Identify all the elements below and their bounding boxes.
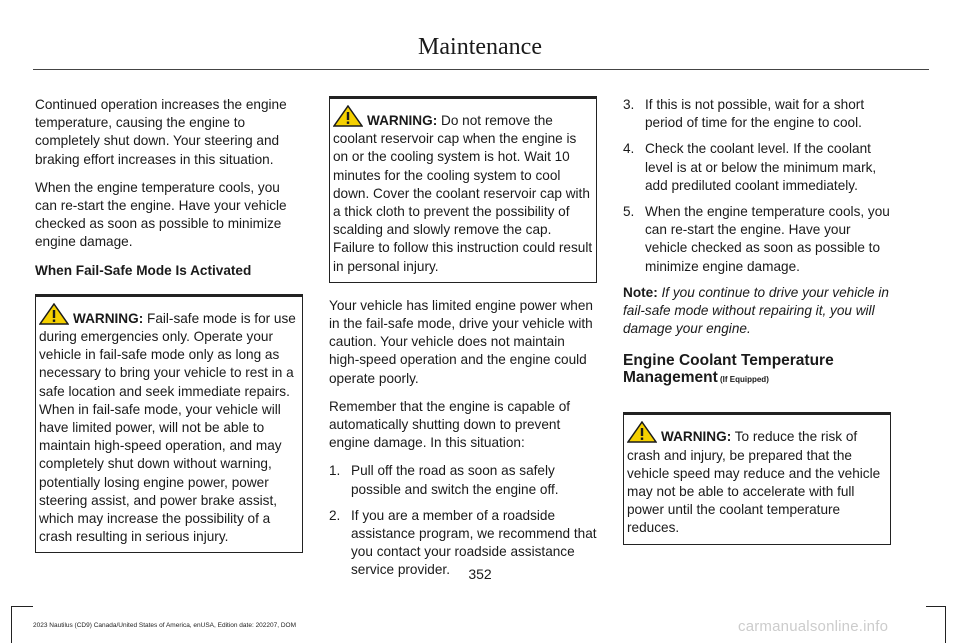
step-text: Check the coolant level. If the coolant level is at or below the minimum mark, add prediluted coolant immediately.	[645, 141, 877, 193]
paragraph: Your vehicle has limited engine power when in the fail-safe mode, drive your vehicle with caution. Your vehicle does not maintain high-speed operation and the engine could operate poorly.	[329, 297, 593, 386]
watermark: carmanualsonline.info	[738, 618, 889, 635]
paragraph: Remember that the engine is capable of automatically shutting down to prevent engine damage. In this situation:	[329, 398, 571, 451]
step-text: Pull off the road as soon as safely possible and switch the engine off.	[351, 463, 559, 497]
note-label: Note:	[623, 284, 658, 300]
warning-triangle-icon	[627, 421, 657, 443]
step-number: 3.	[623, 97, 635, 112]
page-title: Maintenance	[418, 34, 542, 60]
warning-box	[329, 96, 597, 283]
paragraph: When the engine temperature cools, you can re-start the engine. Have your vehicle checked as soon as possible to minimize engine damage.	[35, 179, 287, 250]
paragraph: Continued operation increases the engine temperature, causing the engine to completely shut down. Your steering and braking effort increases in this situation.	[35, 97, 287, 167]
note-text: If you continue to drive your vehicle in fail-safe mode without repairing it, you will damage your engine.	[623, 284, 889, 337]
warning-text: Fail-safe mode is for use during emergencies only. Operate your vehicle in fail-safe mode only as long as necessary to bring your vehicle to rest in a safe location and seek immediate repairs. When in fail-safe mode, your vehicle will have limited power, will not be able to maintain high-speed operation, and may completely shut down without warning, potentially losing engine power, power steering assist, and power brake assist, which may increase the possibility of a crash resulting in serious injury.	[39, 310, 296, 545]
column-1	[35, 96, 303, 567]
subheading: When Fail-Safe Mode Is Activated	[35, 262, 252, 278]
step-number: 2.	[329, 507, 341, 523]
column-3	[623, 96, 891, 559]
section-suffix: (If Equipped)	[717, 375, 769, 385]
warning-label: WARNING:	[661, 429, 732, 445]
section-heading	[623, 352, 891, 388]
crop-mark	[945, 606, 946, 643]
warning-triangle-icon	[39, 303, 69, 325]
warning-text: To reduce the risk of crash and injury, be prepared that the vehicle speed may reduce and the vehicle may not be able to accelerate with full power until the coolant temperature reduces.	[627, 429, 881, 536]
step-text: When the engine temperature cools, you can re-start the engine. Have your vehicle checked as soon as possible to minimize engine damage.	[645, 204, 890, 274]
list-item	[329, 462, 597, 498]
crop-mark	[926, 606, 946, 607]
warning-triangle-icon	[333, 105, 363, 127]
header-divider	[33, 69, 929, 70]
step-number: 4.	[623, 141, 635, 157]
warning-box	[623, 412, 891, 544]
step-list	[329, 462, 597, 579]
note	[623, 284, 891, 339]
step-number: 5.	[623, 204, 635, 220]
section-title: Engine Coolant Temperature Management	[623, 352, 834, 387]
warning-label: WARNING:	[73, 310, 144, 326]
column-2	[329, 96, 597, 588]
list-item	[623, 140, 891, 195]
step-list	[623, 96, 891, 276]
warning-text: Do not remove the coolant reservoir cap when the engine is on or the cooling system is hot. Wait 10 minutes for the cooling system to cool down. Cover the coolant reservoir cap with a thick cloth to prevent the possibility of scalding and slowly remove the cap. Failure to follow this instruction could result in personal injury.	[333, 113, 593, 274]
crop-mark	[11, 606, 12, 643]
step-text: If this is not possible, wait for a short period of time for the engine to cool.	[645, 97, 865, 131]
list-item	[623, 203, 891, 276]
step-number: 1.	[329, 463, 341, 479]
edition-footer: 2023 Nautilus (CD9) Canada/United States of America, enUSA, Edition date: 202207, DOM	[33, 622, 297, 629]
page-number: 352	[468, 566, 492, 582]
list-item	[623, 96, 891, 132]
crop-mark	[11, 606, 33, 607]
warning-box	[35, 294, 303, 554]
warning-label: WARNING:	[367, 113, 438, 128]
step-text: If you are a member of a roadside assistance program, we recommend that you contact your roadside assistance service provider.	[351, 507, 597, 578]
